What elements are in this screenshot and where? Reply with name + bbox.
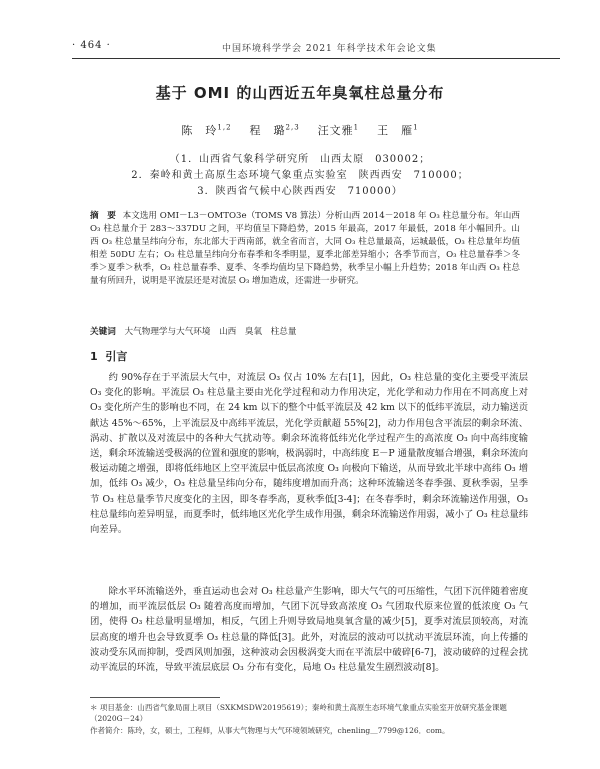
footnote-rule <box>90 697 220 698</box>
section-title: 引言 <box>105 350 128 363</box>
section-heading <box>90 348 127 364</box>
affiliation-line: （1．山西省气象科学研究所 山西太原 030002； <box>169 154 431 165</box>
keywords-label: 关键词 <box>90 327 116 337</box>
section-number: 1 <box>90 350 98 363</box>
author-affiliation-mark: 1,2 <box>217 123 232 132</box>
footnote-funding: ＊ 项目基金：山西省气象局面上项目（SXKMSDW20195619）；秦岭和黄土高原生态环境气象重点实验室开放研究基金课题（2020G－24） <box>90 703 507 723</box>
header-rule <box>72 58 560 59</box>
keywords <box>90 325 520 337</box>
paper-title: 基于 OMI 的山西近五年臭氧柱总量分布 <box>155 84 445 102</box>
author-name: 陈 玲 <box>181 124 218 137</box>
page-number: · 464 · <box>72 40 111 51</box>
author-affiliation-mark: 2,3 <box>285 123 300 132</box>
body-paragraph: 除水平环流输送外，垂直运动也会对 O₃ 柱总量产生影响，即大气气的可压缩性，气团下沉伴随着密度的增加，而平流层低层 O₃ 随着高度而增加，气团下沉导致高浓度 O₃ 气团取代原来位置的低浓度 O₃ 气团，使得 O₃ 柱总量明显增加，相反，气团上升则导致局地臭氧含量的减少[5]，夏季对流层顶较高，对流层高度的增升也会导致夏季 O₃ 柱总量的降低[3]。此外，对流层的波动可以扰动平流层环流，向上传播的波动受东风而抑制，受西风则加强，这种波动会因极涡变大而在平流层中破碎[6-7]，波动破碎的过程会扰动平流层的环流，导致平流层底层 O₃ 分布有变化，局地 O₃ 柱总量发生剧烈波动[8]。 <box>90 586 528 674</box>
keywords-text: 大气物理学与大气环境 山西 臭氧 柱总量 <box>124 327 297 337</box>
footnote-author-bio: 作者简介：陈玲，女，硕士，工程师，从事大气物理与大气环境领域研究，chenling＿7799@126．com。 <box>90 726 450 735</box>
running-head: 中国环境科学学会 2021 年科学技术年会论文集 <box>222 44 437 54</box>
author-affiliation-mark: 1 <box>413 123 419 132</box>
affiliation-line: 3．陕西省气候中心陕西西安 710000） <box>197 186 403 197</box>
author-name: 王 雁 <box>377 124 414 137</box>
author-affiliation-mark: 1 <box>353 123 360 132</box>
author-name: 程 璐 <box>249 124 286 137</box>
author-list <box>0 122 600 138</box>
author-name: 汪文雅 <box>317 124 354 137</box>
abstract-label: 摘 要 <box>90 211 116 221</box>
affiliation-line: 2．秦岭和黄土高原生态环境气象重点实验室 陕西西安 710000； <box>131 170 469 181</box>
abstract <box>90 210 520 288</box>
body-paragraph: 约 90%存在于平流层大气中，对流层 O₃ 仅占 10% 左右[1]，因此，O₃ 柱总量的变化主要受平流层 O₃ 变化的影响。平流层 O₃ 柱总量主要由光化学过程和动力作用决定，光化学和动力作用在不同高度上对 O₃ 变化所产生的影响也不同，在 24 km 以下的整个中低平流层及 42 km 以下的低纬平流层，动力输送贡献达 45%～65%，上平流层及中高纬平流层，光化学贡献超 55%[2]，动力作用包含平流层的剩余环流、涡动、扩散以及对流层中的各种大气扰动等。剩余环流将低纬光化学过程产生的高浓度 O₃ 向中高纬度输送，剩余环流输送受极涡的位置和强度的影响，极涡弱时，中高纬度 E－P 通量散度辐合增强，剩余环流向极运动随之增强，即将低纬地区上空平流层中低层高浓度 O₃ 向极向下输送，从而导致北半球中高纬 O₃ 增加，低纬 O₃ 减少，O₃ 柱总量呈纬向分布，随纬度增加而升高；这种环流输送冬春季强、夏秋季弱，呈季节 O₃ 柱总量季节尺度变化的主因，即冬春季高，夏秋季低[3-4]；在冬春季时，剩余环流输送作用强，O₃ 柱总量纬向差异明显，而夏季时，低纬地区光化学生成作用强，剩余环流输送作用弱，减小了 O₃ 柱总量纬向差异。 <box>90 372 528 536</box>
abstract-text: 本文选用 OMI－L3－OMTO3e（TOMS V8 算法）分析山西 2014－2018 年 O₃ 柱总量分布。年山西 O₃ 柱总量介于 283～337DU 之间，平均值呈下降趋势，2015 年最高，2017 年最低，2018 年小幅回升。山西 O₃ 柱总量呈纬向分布，东北部大于西南部，就全省而言，大同 O₃ 柱总量最高，运城最低，O₃ 柱总量年均值相差 50DU 左右；O₃ 柱总量呈纬向分布春季和冬季明显，夏季北部差异缩小；各季节而言，O₃ 柱总量春季＞冬季＞夏季＞秋季，O₃ 柱总量春季、夏季、冬季均值均呈下降趋势，秋季呈小幅上升趋势；2018 年山西 O₃ 柱总量有所回升，说明是平流层还是对流层 O₃ 增加造成，还需进一步研究。 <box>90 211 520 286</box>
page-header <box>72 40 560 56</box>
